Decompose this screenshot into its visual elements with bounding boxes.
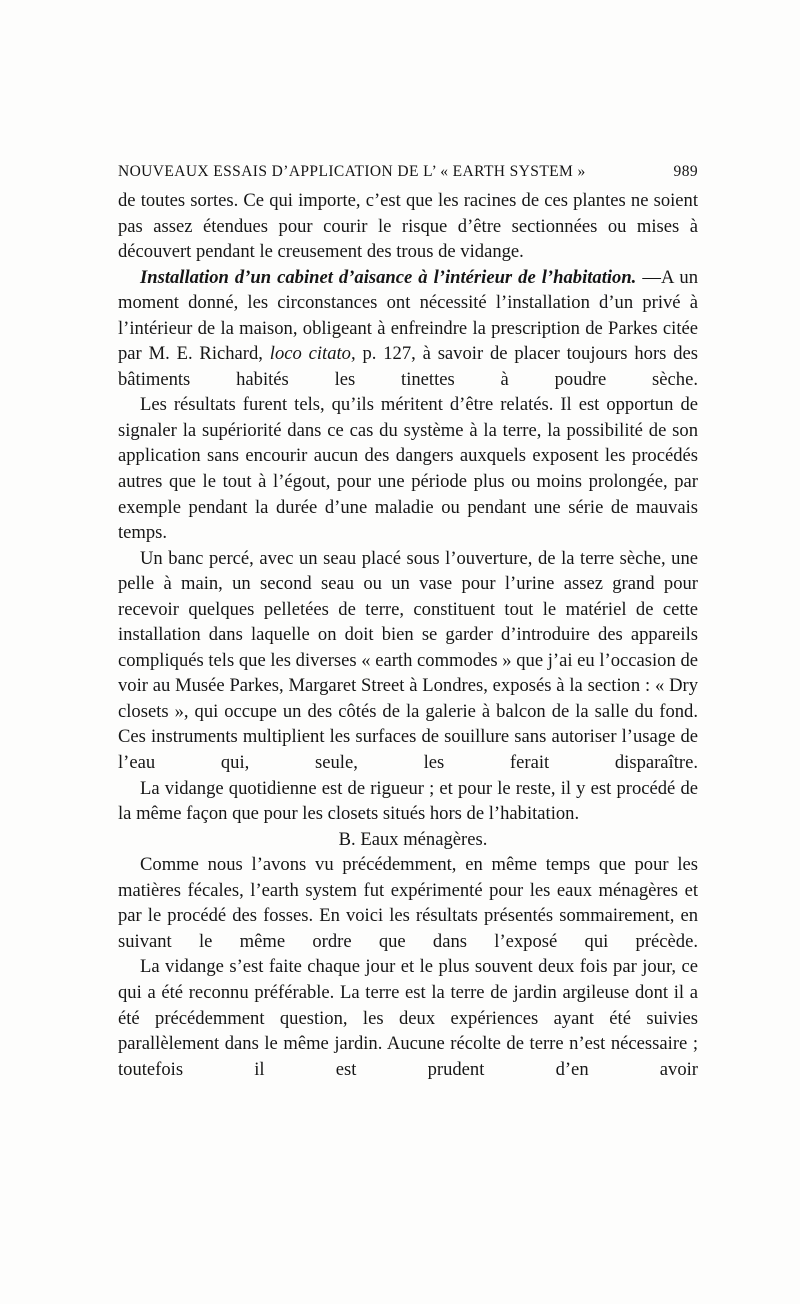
running-header (118, 163, 698, 181)
paragraph-text: Un banc percé, avec un seau placé sous l’ouverture, de la terre sèche, une pelle à main, un second seau ou un vase pour l’urine assez grand pour recevoir quelques pelletées de terre, constituent tout le matériel de cette installation dans laquelle on doit bien se garder d’introduire des appareils compliqués tels que les diverses « earth commodes » que j’ai eu l’occasion de voir au Musée Parkes, Margaret Street à Londres, exposés à la section : « Dry closets », qui occupe un des côtés de la galerie à balcon de la salle du fond. Ces instruments multiplient les surfaces de souillure sans autoriser l’usage de l’eau qui, seule, les ferait disparaître. (118, 547, 698, 774)
paragraph-vidange-faite (118, 954, 698, 1082)
paragraph-continuation (118, 188, 698, 265)
section-heading-eaux-menageres: B. Eaux ménagères. (338, 828, 488, 850)
paragraph-text: La vidange quotidienne est de rigueur ; et pour le reste, il y est procédé de la même façon que pour les closets situés hors de l’habitation. (118, 777, 698, 825)
paragraph-text: p. 127, à savoir de placer toujours hors des bâtiments habités les tinettes à poudre sèche. (118, 343, 699, 390)
paragraph-text: —A un moment donné, les circonstances ont nécessité l’installation d’un privé à l’intérieur de la maison, obligeant à enfreindre la prescription de Parkes citée par M. E. Richard, (118, 266, 698, 365)
paragraph-text: La vidange s’est faite chaque jour et le plus souvent deux fois par jour, ce qui a été reconnu préférable. La terre est la terre de jardin argileuse dont il a été précédemment question, les deux expériences ayant été suivies parallèlement dans le même jardin. Aucune récolte de terre n’est nécessaire ; toutefois il est prudent d’en avoir (118, 956, 698, 1080)
paragraph-comme-nous (118, 852, 698, 954)
paragraph-text: de toutes sortes. Ce qui importe, c’est que les racines de ces plantes ne soient pas assez étendues pour courir le risque d’être sectionnées ou mises à découvert pendant le creusement des trous de vidange. (118, 190, 698, 263)
latin-citation: loco citato, (269, 343, 356, 365)
paragraph-banc-perce (118, 546, 698, 776)
running-title: NOUVEAUX ESSAIS D’APPLICATION DE L’ « EARTH SYSTEM » (118, 163, 586, 180)
paragraph-text: Comme nous l’avons vu précédemment, en même temps que pour les matières fécales, l’earth system fut expérimenté pour les eaux ménagères et par le procédé des fosses. En voici les résultats présentés sommairement, en suivant le même ordre que dans l’exposé qui précède. (118, 854, 698, 952)
page-number: 989 (673, 163, 698, 180)
paragraph-vidange-quotidienne (118, 776, 698, 827)
body-text (118, 188, 698, 1082)
paragraph-installation (118, 265, 698, 393)
paragraph-resultats (118, 392, 698, 545)
section-title-installation: Installation d’un cabinet d’aisance à l’intérieur de l’habitation. (140, 266, 637, 288)
paragraph-text: Les résultats furent tels, qu’ils méritent d’être relatés. Il est opportun de signaler la supériorité dans ce cas du système à la terre, la possibilité de son application sans encourir aucun des dangers auxquels exposent les procédés autres que le tout à l’égout, pour une période plus ou moins prolongée, par exemple pendant la durée d’une maladie ou pendant une série de mauvais temps. (118, 394, 698, 544)
